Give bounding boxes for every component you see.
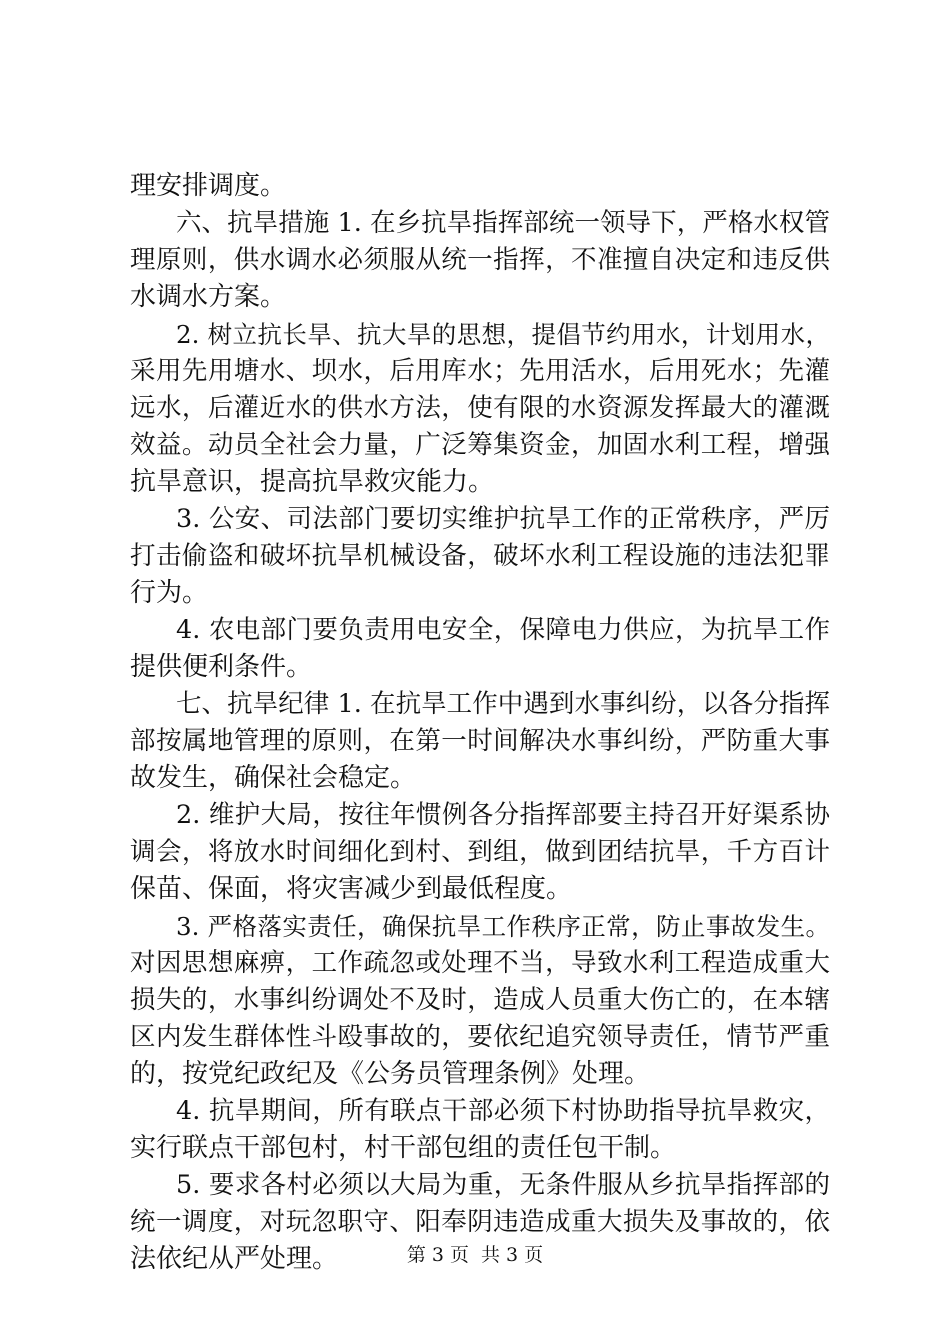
text-line: 远水，后灌近水的供水方法，使有限的水资源发挥最大的灌溉 bbox=[130, 393, 830, 423]
text-line: 对因思想麻痹，工作疏忽或处理不当，导致水利工程造成重大 bbox=[130, 948, 830, 978]
text-line: 采用先用塘水、坝水，后用库水；先用活水，后用死水；先灌 bbox=[130, 356, 830, 386]
document-body bbox=[130, 168, 830, 1278]
text-line: 理原则，供水调水必须服从统一指挥，不准擅自决定和违反供 bbox=[130, 245, 830, 275]
text-line: 3. 公安、司法部门要切实维护抗旱工作的正常秩序，严厉 bbox=[176, 504, 830, 534]
text-line: 3. 严格落实责任，确保抗旱工作秩序正常，防止事故发生。 bbox=[176, 912, 830, 941]
text-line: 统一调度，对玩忽职守、阳奉阴违造成重大损失及事故的，依 bbox=[130, 1207, 830, 1237]
text-line: 故发生，确保社会稳定。 bbox=[130, 763, 417, 793]
text-line: 损失的，水事纠纷调处不及时，造成人员重大伤亡的，在本辖 bbox=[130, 985, 830, 1015]
text-line: 抗旱意识，提高抗旱救灾能力。 bbox=[130, 467, 495, 497]
text-line: 实行联点干部包村，村干部包组的责任包干制。 bbox=[130, 1133, 677, 1163]
text-line: 法依纪从严处理。 bbox=[130, 1244, 339, 1274]
text-line: 2. 维护大局，按往年惯例各分指挥部要主持召开好渠系协 bbox=[176, 800, 830, 830]
text-line: 调会，将放水时间细化到村、到组，做到团结抗旱，千方百计 bbox=[130, 837, 830, 867]
text-line: 4. 农电部门要负责用电安全，保障电力供应，为抗旱工作 bbox=[176, 615, 830, 645]
text-line: 2. 树立抗长旱、抗大旱的思想，提倡节约用水，计划用水， bbox=[176, 320, 830, 349]
text-line: 打击偷盗和破坏抗旱机械设备，破坏水利工程设施的违法犯罪 bbox=[130, 541, 830, 571]
text-line: 六、抗旱措施 1. 在乡抗旱指挥部统一领导下，严格水权管 bbox=[176, 208, 830, 238]
text-line: 效益。动员全社会力量，广泛筹集资金，加固水利工程，增强 bbox=[130, 430, 830, 460]
text-line: 水调水方案。 bbox=[130, 282, 287, 312]
page-number: 第 3 页 bbox=[406, 1244, 469, 1266]
text-line: 行为。 bbox=[130, 578, 209, 608]
page-total: 共 3 页 bbox=[481, 1244, 544, 1266]
text-line: 4. 抗旱期间，所有联点干部必须下村协助指导抗旱救灾， bbox=[176, 1096, 830, 1126]
text-line: 理安排调度。 bbox=[130, 171, 287, 201]
text-line: 区内发生群体性斗殴事故的，要依纪追究领导责任，情节严重 bbox=[130, 1022, 830, 1052]
text-line: 部按属地管理的原则，在第一时间解决水事纠纷，严防重大事 bbox=[130, 726, 830, 756]
page-footer bbox=[0, 1243, 950, 1267]
text-line: 七、抗旱纪律 1. 在抗旱工作中遇到水事纠纷，以各分指挥 bbox=[176, 689, 830, 719]
text-line: 的，按党纪政纪及《公务员管理条例》处理。 bbox=[130, 1059, 651, 1089]
text-line: 提供便利条件。 bbox=[130, 652, 313, 682]
text-line: 保苗、保面，将灾害减少到最低程度。 bbox=[130, 874, 573, 904]
text-line: 5. 要求各村必须以大局为重，无条件服从乡抗旱指挥部的 bbox=[176, 1170, 830, 1200]
